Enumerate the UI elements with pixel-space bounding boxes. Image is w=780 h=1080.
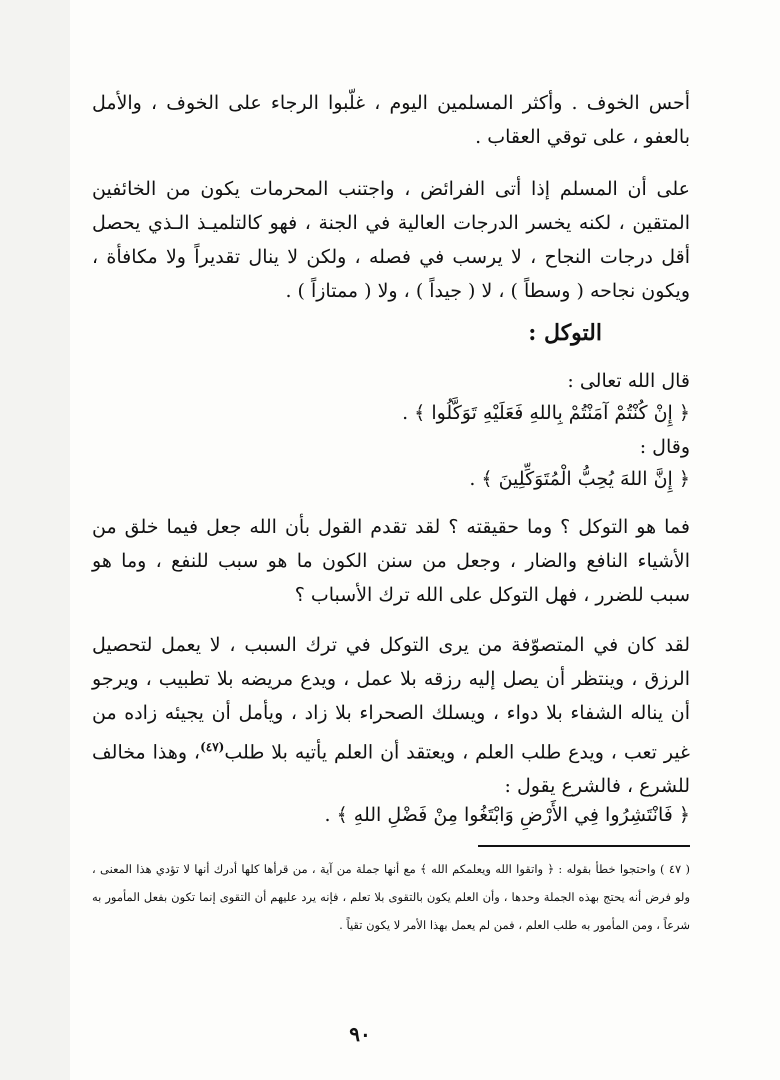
and-said-label: وقال : [639, 436, 690, 458]
paragraph-4 [92, 628, 690, 803]
paragraph-4-text [92, 628, 690, 803]
paragraph-1 [92, 86, 690, 154]
paragraph-3 [92, 510, 690, 612]
page-number: ٩٠ [349, 1022, 371, 1046]
paragraph-4-end: ، وهذا مخالف للشرع ، فالشرع يقول : [92, 741, 690, 798]
verse-3: ﴿ فَانْتَشِرُوا فِي الأَرْضِ وَابْتَغُوا مِنْ فَضْلِ اللهِ ﴾ . [324, 804, 690, 826]
paragraph-2-text: على أن المسلم إذا أتى الفرائض ، واجتنب المحرمات يكون من الخائفين المتقين ، لكنه يخسر الدرجات العالية في الجنة ، فهو كالتلميـذ الـذي يحصل أقل درجات النجاح ، لا يرسب في فصله ، ولكن لا ينال تقديراً ولا مكافأة ، ويكون نجاحه ( وسطاً ) ، لا ( جيداً ) ، ولا ( ممتازاً ) . [92, 178, 690, 302]
said-label: قال الله تعالى : [567, 370, 690, 392]
page-margin [0, 0, 70, 1080]
section-heading: التوكل : [528, 320, 602, 346]
paragraph-2 [92, 172, 690, 308]
paragraph-3-text: فما هو التوكل ؟ وما حقيقته ؟ لقد تقدم القول بأن الله جعل فيما خلق من الأشياء النافع والضار ، وجعل من سنن الكون ما هو سبب للنفع ، وما هو سبب للضرر ، فهل التوكل على الله ترك الأسباب ؟ [92, 516, 690, 606]
paragraph-4-main: لقد كان في المتصوّفة من يرى التوكل في ترك السبب ، لا يعمل لتحصيل الرزق ، وينتظر أن يصل إليه رزقه بلا عمل ، ويدع مريضه بلا تطبيب ، ويرجو أن يناله الشفاء بلا دواء ، ويسلك الصحراء بلا زاد ، ويأمل أن يجيئه زاده من غير تعب ، ويدع طلب العلم ، ويعتقد أن العلم يأتيه بلا طلب [92, 634, 690, 764]
footnote [92, 855, 690, 939]
verse-2: ﴿ إِنَّ اللهَ يُحِبُّ الْمُتَوَكِّلِينَ ﴾ . [469, 468, 690, 490]
verse-1: ﴿ إِنْ كُنْتُمْ آمَنْتُمْ بِاللهِ فَعَلَيْهِ تَوَكَّلُوا ﴾ . [402, 402, 690, 424]
footnote-text: ( ٤٧ ) واحتجوا خطأ بقوله : ﴿ واتقوا الله ويعلمكم الله ﴾ مع أنها جملة من آية ، من قرأها كلها أدرك أنها لا تؤدي هذا المعنى ، ولو فرض أنه يحتج بهذه الجملة وحدها ، وأن العلم يكون بالتقوى بلا تعلم ، فإنه يرد عليهم أن التقوى إنما تكون بفعل المأمور به شرعاً ، ومن المأمور به طلب العلم ، فمن لم يعمل بهذا الأمر لا يكون تقياً . [92, 862, 690, 932]
footnote-separator [478, 845, 690, 847]
paragraph-1-text: أحس الخوف . وأكثر المسلمين اليوم ، غلّبوا الرجاء على الخوف ، والأمل بالعفو ، على توقي العقاب . [92, 92, 690, 148]
footnote-reference: (٤٧) [200, 740, 225, 754]
